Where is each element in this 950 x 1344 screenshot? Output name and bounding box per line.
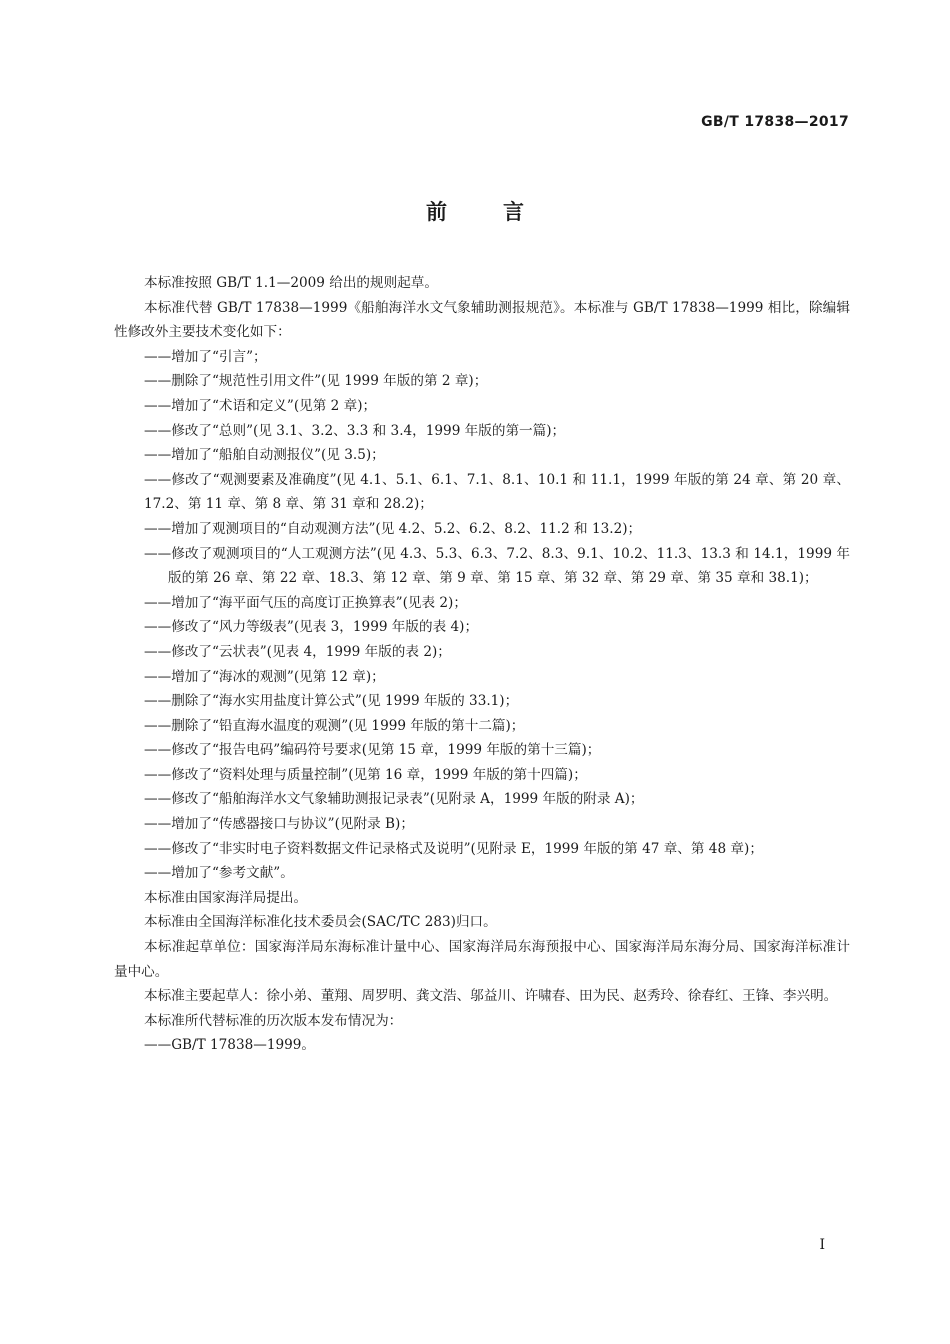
list-item: ——修改了“总则”(见 3.1、3.2、3.3 和 3.4，1999 年版的第一篇)；	[144, 422, 566, 439]
list-item: ——修改了观测项目的“人工观测方法”(见 4.3、5.3、6.3、7.2、8.3、9.1、10.2、11.3、13.3 和 14.1，1999 年版的第 26 章、第 22 章、18.3、第 12 章、第 9 章、第 15 章、第 32 章、第 29 章、第 35 章和 38.1)；	[144, 545, 850, 587]
page-number: I	[819, 1237, 825, 1253]
paragraph: 本标准主要起草人：徐小弟、董翔、周罗明、龚文浩、邬益川、许啸春、田为民、赵秀玲、徐春红、王锋、李兴明。	[144, 988, 838, 1005]
paragraph: 本标准代替 GB/T 17838—1999《船舶海洋水文气象辅助测报规范》。本标准与 GB/T 17838—1999 相比，除编辑性修改外主要技术变化如下：	[114, 299, 850, 341]
list-item: ——修改了“观测要素及准确度”(见 4.1、5.1、6.1、7.1、8.1、10.1 和 11.1，1999 年版的第 24 章、第 20 章、17.2、第 11 章、第 8 章、第 31 章和 28.2)；	[144, 471, 850, 513]
list-item: ——删除了“铅直海水温度的观测”(见 1999 年版的第十二篇)；	[144, 717, 525, 734]
list-item: ——增加了“海平面气压的高度订正换算表”(见表 2)；	[144, 594, 467, 611]
list-item: ——修改了“非实时电子资料数据文件记录格式及说明”(见附录 E，1999 年版的第 47 章、第 48 章)；	[144, 840, 763, 857]
list-item: ——修改了“船舶海洋水文气象辅助测报记录表”(见附录 A，1999 年版的附录 A)；	[144, 791, 644, 808]
list-item: ——修改了“报告电码”编码符号要求(见第 15 章，1999 年版的第十三篇)；	[144, 742, 601, 759]
document-body	[114, 271, 850, 1058]
paragraph: 本标准起草单位：国家海洋局东海标准计量中心、国家海洋局东海预报中心、国家海洋局东海分局、国家海洋标准计量中心。	[114, 939, 850, 980]
list-item: ——删除了“规范性引用文件”(见 1999 年版的第 2 章)；	[144, 373, 488, 390]
standard-code: GB/T 17838—2017	[701, 114, 849, 130]
list-item: ——删除了“海水实用盐度计算公式”(见 1999 年版的 33.1)；	[144, 693, 519, 710]
list-item: ——增加了“船舶自动测报仪”(见 3.5)；	[144, 447, 385, 464]
list-item: ——增加了“引言”；	[144, 348, 267, 365]
list-item: ——增加了“术语和定义”(见第 2 章)；	[144, 397, 377, 414]
paragraph: 本标准由全国海洋标准化技术委员会(SAC/TC 283)归口。	[144, 914, 497, 931]
list-item: ——GB/T 17838—1999。	[144, 1037, 316, 1054]
paragraph: 本标准所代替标准的历次版本发布情况为：	[144, 1012, 403, 1029]
paragraph: 本标准由国家海洋局提出。	[144, 889, 308, 906]
list-item: ——修改了“云状表”(见表 4，1999 年版的表 2)；	[144, 643, 451, 660]
list-item: ——增加了“传感器接口与协议”(见附录 B)；	[144, 816, 414, 833]
list-item: ——增加了“海冰的观测”(见第 12 章)；	[144, 668, 385, 685]
list-item: ——增加了观测项目的“自动观测方法”(见 4.2、5.2、6.2、8.2、11.2 和 13.2)；	[144, 520, 642, 537]
change-list	[114, 345, 850, 886]
paragraph: 本标准按照 GB/T 1.1—2009 给出的规则起草。	[144, 275, 438, 291]
list-item: ——修改了“风力等级表”(见表 3，1999 年版的表 4)；	[144, 619, 479, 636]
list-item: ——增加了“参考文献”。	[144, 865, 294, 882]
page-title: 前言	[426, 200, 580, 224]
list-item: ——修改了“资料处理与质量控制”(见第 16 章，1999 年版的第十四篇)；	[144, 766, 587, 783]
